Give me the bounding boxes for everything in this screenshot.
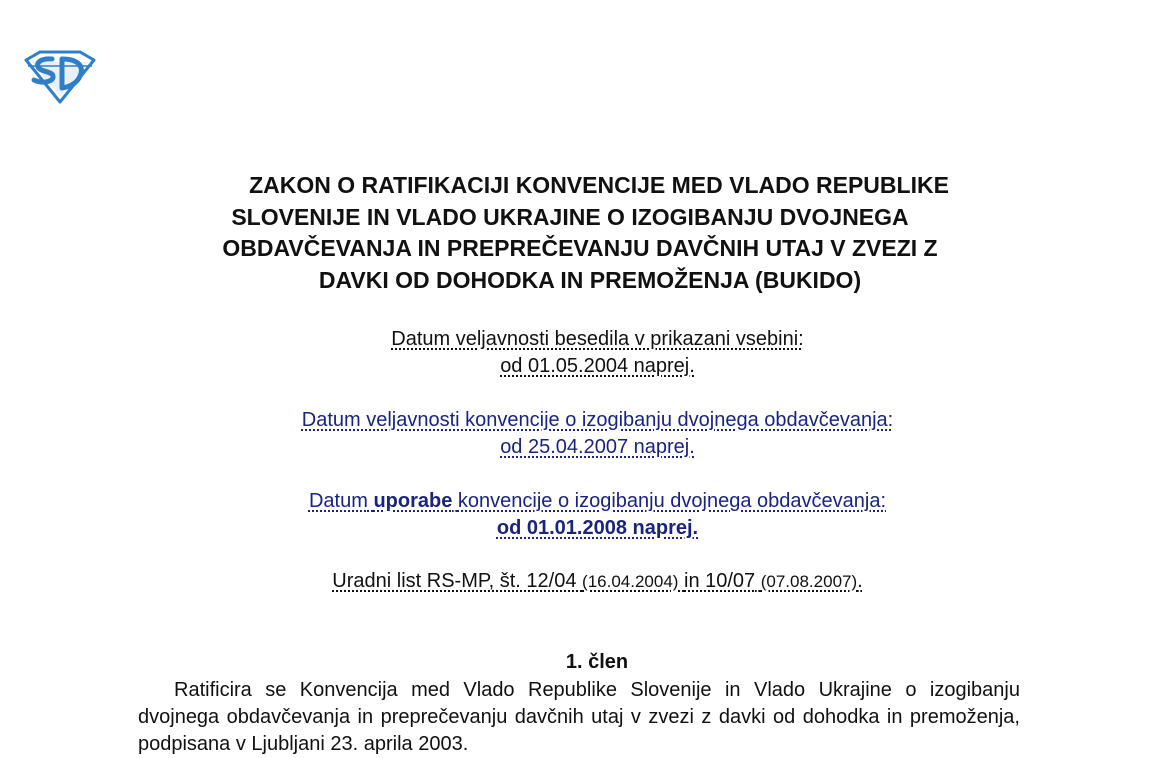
gazette-suffix: . [857,570,863,592]
validity-text-value: od 01.05.2004 naprej. [500,355,695,377]
title-line-2: SLOVENIJE IN VLADO UKRAJINE O IZOGIBANJU DVOJNEGA [231,203,909,230]
application-label-suffix: konvencije o izogibanju dvojnega obdavčevanja: [457,490,887,512]
article-text: Ratificira se Konvencija med Vlado Republike Slovenije in Vlado Ukrajine o izogibanju dvojnega obdavčevanja in preprečevanju davčnih utaj v zvezi z davki od dohodka in premoženja, podpisana v Ljubljani 23. aprila 2003. [138,679,1020,755]
title-line-4: DAVKI OD DOHODKA IN PREMOŽENJA (BUKIDO) [318,266,862,293]
title-line-1: ZAKON O RATIFIKACIJI KONVENCIJE MED VLADO REPUBLIKE [249,172,949,198]
gazette-prefix: Uradni list RS-MP, št. 12/04 [332,570,577,592]
article-heading: 1. člen [565,651,629,673]
title-line-3: OBDAVČEVANJA IN PREPREČEVANJU DAVČNIH UTAJ V ZVEZI Z [222,235,938,261]
application-label-prefix: Datum [308,490,368,512]
validity-text-block [140,326,1020,380]
validity-text-label: Datum veljavnosti besedila v prikazani vsebini: [391,328,804,350]
validity-convention-block [140,407,1020,461]
logo-icon [22,50,96,104]
document-title [140,170,1020,296]
gazette-date-1: (16.04.2004) [582,572,679,591]
application-convention-value: od 01.01.2008 naprej. [496,517,699,539]
validity-convention-value: od 25.04.2007 naprej. [500,436,695,458]
article-paragraph [138,677,1020,758]
gazette-middle: in 10/07 [684,570,756,592]
official-gazette-line [140,568,1020,595]
application-convention-label [140,488,1020,515]
validity-convention-label: Datum veljavnosti konvencije o izogibanju dvojnega obdavčevanja: [301,409,894,431]
application-label-bold: uporabe [373,490,453,512]
official-gazette-block [140,568,1020,595]
gazette-date-2: (07.08.2007) [760,572,858,591]
application-convention-block [140,488,1020,542]
